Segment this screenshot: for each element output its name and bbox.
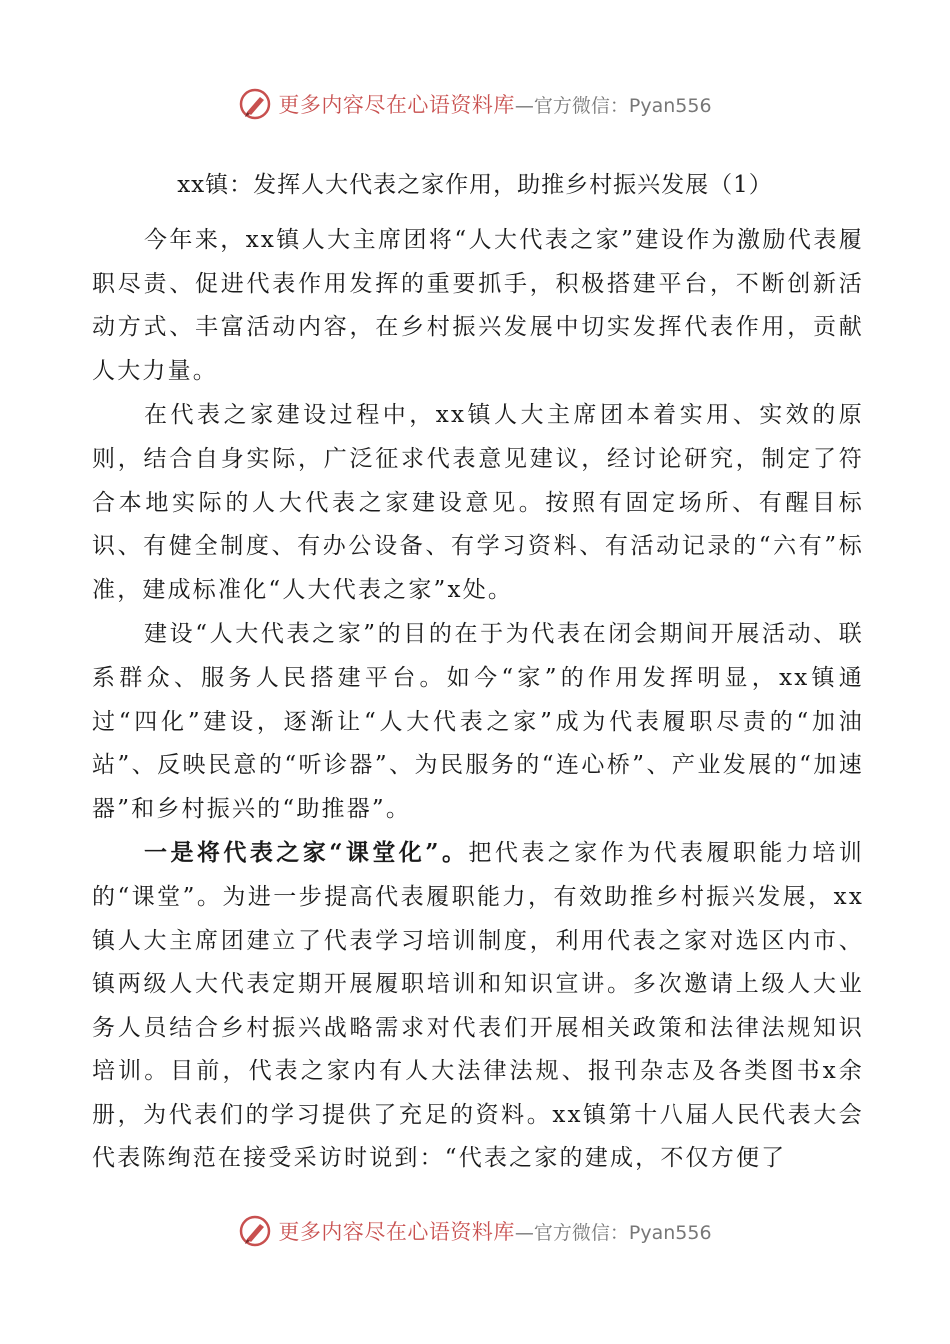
watermark-red-text: 更多内容尽在心语资料库 (278, 93, 515, 117)
pen-logo-icon (238, 87, 272, 121)
paragraph-text: 把代表之家作为代表履职能力培训的“课堂”。为进一步提高代表履职能力，有效助推乡村振兴发展，xx镇人大主席团建立了代表学习培训制度，利用代表之家对选区内市、镇两级人大代表定期开展履职培训和知识宣讲。多次邀请上级人大业务人员结合乡村振兴战略需求对代表们开展相关政策和法律法规知识培训。目前，代表之家内有人大法律法规、报刊杂志及各类图书x余册，为代表们的学习提供了充足的资料。xx镇第十八届人民代表大会代表陈绚范在接受采访时说到：“代表之家的建成，不仅方便了 (92, 840, 865, 1172)
paragraph (92, 612, 864, 831)
paragraph-lead: 一是将代表之家“课堂化”。 (144, 839, 469, 867)
watermark-footer (0, 1211, 950, 1251)
paragraph-text: 建设“人大代表之家”的目的在于为代表在闭会期间开展活动、联系群众、服务人民搭建平台。如今“家”的作用发挥明显，xx镇通过“四化”建设，逐渐让“人大代表之家”成为代表履职尽责的“加油站”、反映民意的“听诊器”、为民服务的“连心桥”、产业发展的“加速器”和乡村振兴的“助推器”。 (92, 621, 864, 822)
paragraph-text: 今年来，xx镇人大主席团将“人大代表之家”建设作为激励代表履职尽责、促进代表作用发挥的重要抓手，积极搭建平台，不断创新活动方式、丰富活动内容，在乡村振兴发展中切实发挥代表作用，贡献人大力量。 (92, 227, 864, 384)
paragraph-text: 在代表之家建设过程中，xx镇人大主席团本着实用、实效的原则，结合自身实际，广泛征求代表意见建议，经讨论研究，制定了符合本地实际的人大代表之家建设意见。按照有固定场所、有醒目标识、有健全制度、有办公设备、有学习资料、有活动记录的“六有”标准，建成标准化“人大代表之家”x处。 (92, 402, 864, 603)
document-body (92, 218, 864, 1181)
watermark-red-text: 更多内容尽在心语资料库 (278, 1220, 515, 1244)
watermark-gray-text: —官方微信：Pyan556 (514, 1221, 712, 1244)
paragraph (92, 393, 864, 612)
watermark-gray-text: —官方微信：Pyan556 (514, 94, 712, 117)
paragraph (92, 831, 864, 1181)
watermark-header (0, 84, 950, 124)
paragraph (92, 218, 864, 393)
document-title: xx镇：发挥人大代表之家作用，助推乡村振兴发展（1） (177, 172, 773, 198)
pen-logo-icon (238, 1214, 272, 1248)
